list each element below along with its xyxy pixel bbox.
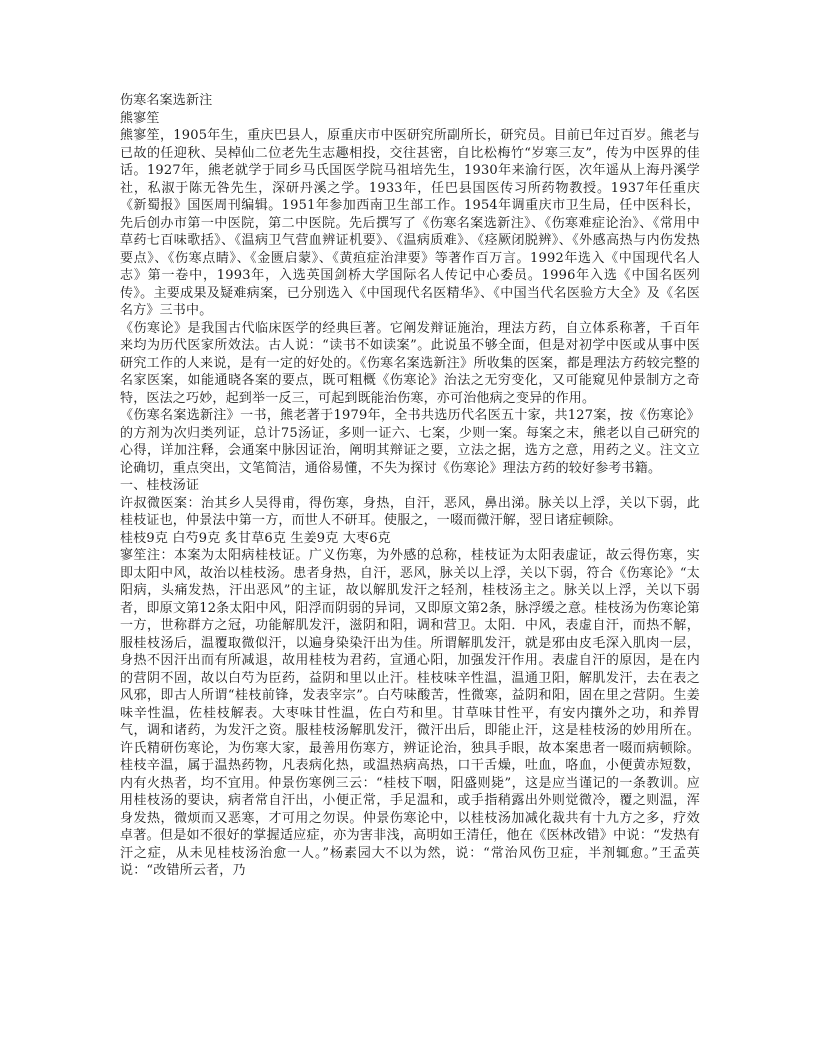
case-record: 许叔微医案：治其乡人吴得甫，得伤寒，身热，自汗，恶风，鼻出涕。脉关以上浮，关以下弱，此桂枝证也，仲景法中第一方，而世人不研耳。使服之，一啜而微汗解，翌日诸症顿除。 bbox=[120, 495, 700, 528]
document-page bbox=[120, 92, 700, 880]
intro-paragraph-1: 《伤寒论》是我国古代临床医学的经典巨著。它阐发辩证施治，理法方药，自立体系称著，千百年来均为历代医家所效法。古人说：“读书不如读案”。此说虽不够全面，但是对初学中医或从事中医研究工作的人来说，是有一定的好处的。《伤寒名案选新注》所收集的医案，都是理法方药较完整的名家医案，如能通晓各案的要点，既可粗概《伤寒论》治法之无穷变化，又可能窥见仲景制方之奇特，医法之巧妙，起到举一反三，可起到既能治伤寒，亦可治他病之变异的作用。 bbox=[120, 320, 700, 406]
document-title: 伤寒名案选新注 bbox=[120, 93, 213, 108]
prescription-line: 桂枝9克 白芍9克 炙甘草6克 生姜9克 大枣6克 bbox=[120, 530, 391, 546]
author-name: 熊寥笙 bbox=[120, 110, 160, 126]
author-biography: 熊寥笙，1905年生，重庆巴县人，原重庆市中医研究所副所长，研究员。目前已年过百岁。熊老与已故的任迎秋、吴棹仙二位老先生志趣相投，交往甚密，自比松梅竹“岁寒三友”，传为中医界的佳话。1927年，熊老就学于同乡马氏国医学院马祖培先生，1930年来渝行医，次年遥从上海丹溪学社，私淑于陈无咎先生，深研丹溪之学。1933年，任巴县国医传习所药物教授。1937年任重庆《新蜀报》国医周刊编辑。1951年参加西南卫生部工作。1954年调重庆市卫生局，任中医科长，先后创办市第一中医院，第二中医院。先后撰写了《伤寒名案选新注》、《伤寒难症论治》、《常用中草药七百味歌括》、《温病卫气营血辨证机要》、《温病质难》、《痉厥闭脱辨》、《外感高热与内伤发热要点》、《伤寒点睛》、《金匮启蒙》、《黄疸症治津要》等著作百万言。1992年选入《中国现代名人志》第一卷中，1993年，入选英国剑桥大学国际名人传记中心委员。1996年入选《中国名医列传》。主要成果及疑难病案，已分别选入《中国现代名医精华》、《中国当代名医验方大全》及《名医名方》三书中。 bbox=[120, 128, 700, 318]
intro-paragraph-2: 《伤寒名案选新注》一书，熊老著于1979年，全书共选历代名医五十家，共127案，按《伤寒论》的方剂为次归类列证，总计75汤证，多则一证六、七案，少则一案。每案之末，熊老以自己研究的心得，详加注释，会通案中脉因证治，阐明其辩证之要，立法之据，选方之意，用药之义。注文立论确切，重点突出，文笔简洁，通俗易懂，不失为探讨《伤寒论》理法方药的较好参考书籍。 bbox=[120, 408, 700, 476]
section-heading: 一、桂枝汤证 bbox=[120, 478, 200, 493]
commentary-paragraph: 寥笙注：本案为太阳病桂枝证。广义伤寒，为外感的总称，桂枝证为太阳表虚证，故云得伤寒，实即太阳中风，故治以桂枝汤。患者身热，自汗，恶风，脉关以上浮，关以下弱，符合《伤寒论》“太阳病，头痛发热，汗出恶风”的主证，故以解肌发汗之轻剂，桂枝汤主之。脉关以上浮，关以下弱者，即原文第12条太阳中风，阳浮而阴弱的异词，又即原文第2条，脉浮缓之意。桂枝汤为伤寒论第一方，世称群方之冠，功能解肌发汗，滋阴和阳，调和营卫。太阳．中风，表虚自汗，而热不解，服桂枝汤后，温覆取微似汗，以遍身染染汗出为佳。所谓解肌发汗，就是邪由皮毛深入肌肉一层，身热不因汗出而有所减退，故用桂枝为君药，宣通心阳，加强发汗作用。表虚自汗的原因，是在内的营阴不固，故以白芍为臣药，益阴和里以止汗。桂枝味辛性温，温通卫阳，解肌发汗，去在表之风邪，即古人所谓“桂枝前锋，发表宰宗”。白芍味酸苦，性微寒，益阴和阳，固在里之营阴。生姜味辛性温，佐桂枝解表。大枣味甘性温，佐白芍和里。甘草味甘性平，有安内攘外之功，和养胃气，调和诸药，为发汗之资。服桂枝汤解肌发汗，微汗出后，即能止汗，这是桂枝汤的妙用所在。许氏精研伤寒论，为伤寒大家，最善用伤寒方，辨证论治，独具手眼，故本案患者一啜而病顿除。桂枝辛温，属于温热药物，凡表病化热，或温热病高热，口干舌燥，吐血，咯血，小便黄赤短数，内有火热者，均不宜用。仲景伤寒例三云：“桂枝下咽，阳盛则毙”，这是应当谨记的一条教训。应用桂枝汤的要诀，病者常自汗出，小便正常，手足温和，或手指稍露出外则觉微冷，覆之则温，浑身发热，微烦而又恶寒，才可用之勿误。仲景伤寒论中，以桂枝汤加减化裁共有十九方之多，疗效卓著。但是如不很好的掌握适应症，亦为害非浅，高明如王清任，他在《医林改错》中说：“发热有汗之症，从未见桂枝汤治愈一人。”杨素园大不以为然，说：“常治风伤卫症，半剂辄愈。”王孟英说：“改错所云者，乃 bbox=[120, 548, 700, 878]
